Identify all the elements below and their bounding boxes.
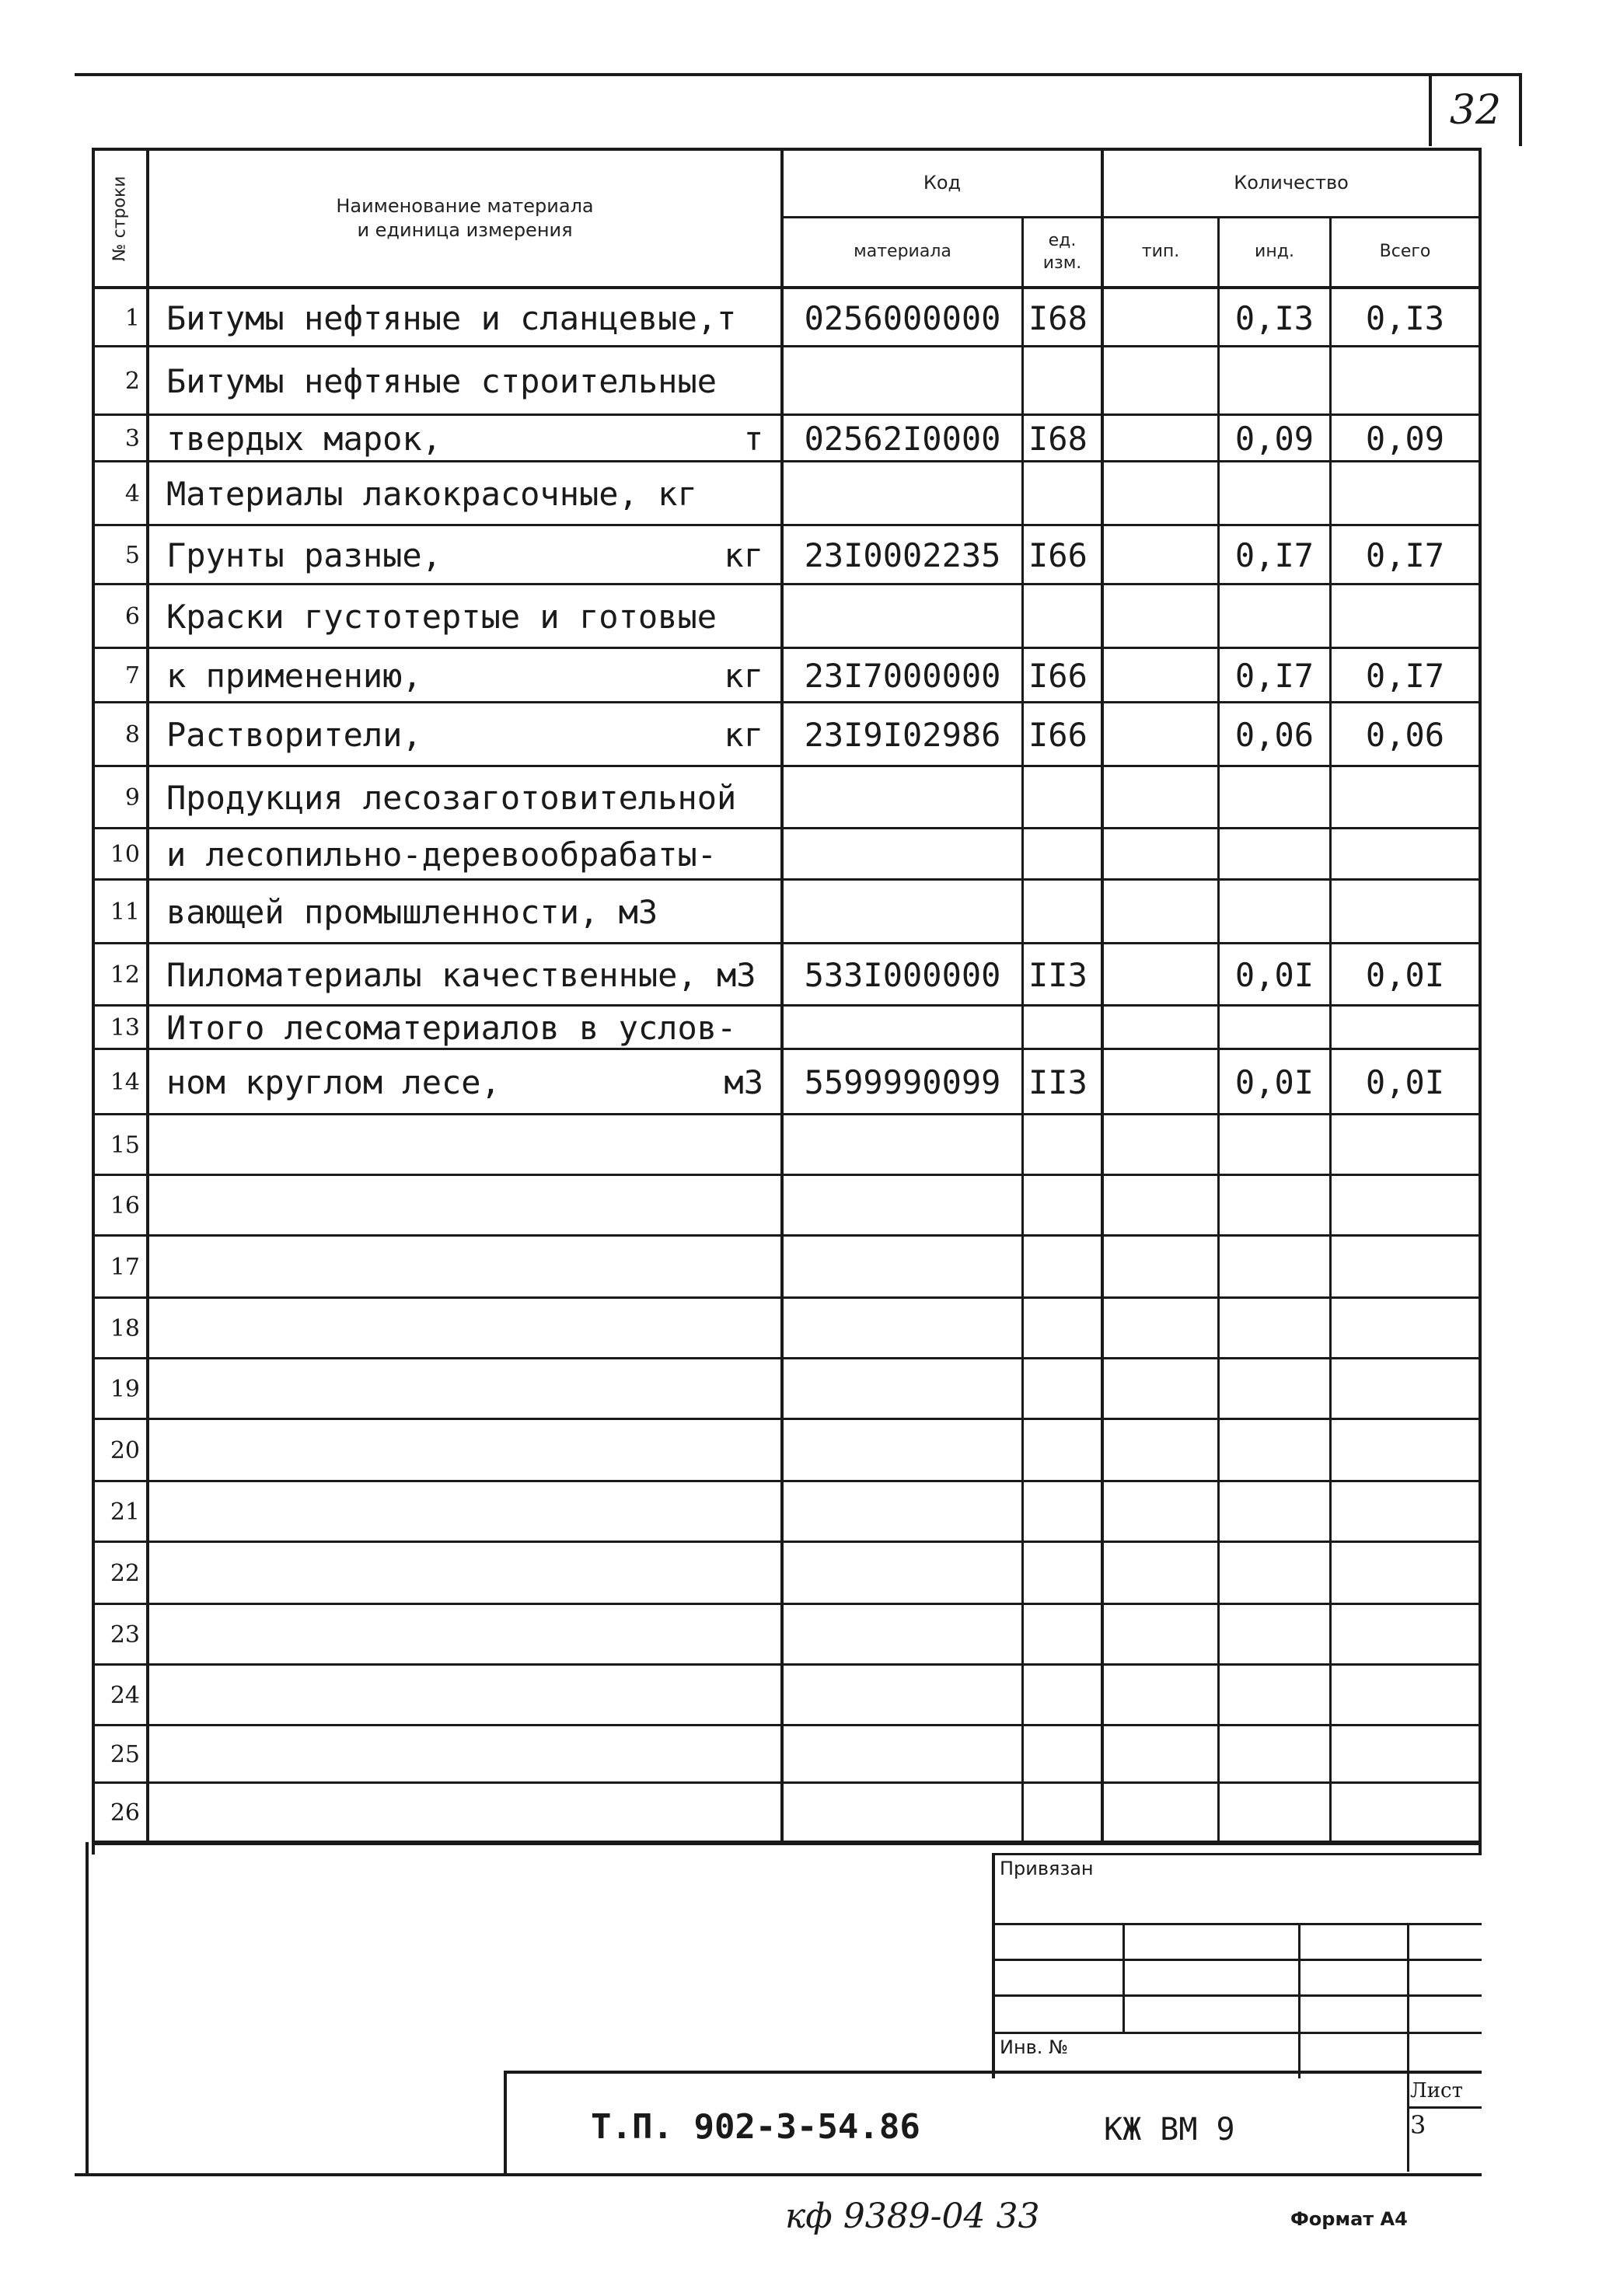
- qty-ind: [1220, 766, 1329, 829]
- material-code: [784, 1665, 1021, 1725]
- unit-code: [1024, 1725, 1101, 1783]
- material-name: Пиломатериалы качественные, м3: [166, 955, 756, 994]
- name-header: Наименование материала и единица измерения: [336, 194, 594, 241]
- material-code: [784, 880, 1021, 944]
- row-number: 16: [110, 1192, 140, 1220]
- material-unit: [149, 1419, 780, 1481]
- doc-box-left: [504, 2071, 507, 2176]
- material-code: [784, 1115, 1021, 1175]
- row-number: 9: [124, 783, 140, 811]
- row-number: 18: [110, 1314, 140, 1342]
- bottom-rule: [75, 2173, 1482, 2176]
- material-code: 533I000000: [804, 955, 1001, 994]
- material-name: к применению,: [166, 656, 422, 695]
- material-code: [784, 347, 1021, 415]
- row-number: 4: [124, 480, 140, 508]
- qty-ind-header: инд.: [1255, 242, 1294, 262]
- unit-code: [1024, 1783, 1101, 1842]
- material-name: Битумы нефтяные строительные: [166, 361, 717, 400]
- material-unit: [149, 1604, 780, 1665]
- quantity-header: Количество: [1234, 172, 1349, 194]
- qty-ind: [1220, 1725, 1329, 1783]
- material-unit: кг: [724, 656, 763, 695]
- qty-total: [1332, 1115, 1479, 1175]
- material-code: [784, 1783, 1021, 1842]
- qty-ind: [1220, 1665, 1329, 1725]
- page-number: 32: [1449, 87, 1502, 134]
- row-number: 12: [110, 961, 140, 989]
- privyazan-top-border: [992, 1853, 1482, 1855]
- row-number: 7: [124, 661, 140, 689]
- row-number: 15: [110, 1131, 140, 1159]
- qty-ind: [1220, 462, 1329, 525]
- material-unit: [149, 1006, 780, 1049]
- material-unit: [149, 829, 780, 880]
- qty-ind: [1220, 880, 1329, 944]
- qty-ind: [1220, 1481, 1329, 1542]
- material-code: [784, 584, 1021, 648]
- qty-ind: [1220, 1115, 1329, 1175]
- qty-ind: [1220, 1359, 1329, 1419]
- material-name: ном круглом лесе,: [166, 1063, 501, 1101]
- unit-code: [1024, 1115, 1101, 1175]
- code-material-header: материала: [854, 242, 951, 262]
- row-number: 5: [124, 541, 140, 569]
- material-unit: [149, 880, 780, 944]
- row-number: 13: [110, 1014, 140, 1042]
- material-unit: [149, 1481, 780, 1542]
- qty-ind: [1220, 1783, 1329, 1842]
- row-number: 26: [110, 1799, 140, 1827]
- unit-code: [1024, 1175, 1101, 1236]
- handwritten-note: кф 9389-04 33: [785, 2196, 1040, 2236]
- qty-total: [1332, 462, 1479, 525]
- unit-code: I68: [1028, 419, 1088, 458]
- unit-code: [1024, 1298, 1101, 1359]
- material-code: 02562I0000: [804, 419, 1001, 458]
- material-unit: кг: [724, 536, 763, 574]
- material-code: [784, 1359, 1021, 1419]
- unit-code: I68: [1028, 298, 1088, 337]
- qty-total-header: Всего: [1379, 242, 1431, 262]
- material-code: [784, 1236, 1021, 1298]
- material-code: [784, 1725, 1021, 1783]
- material-code: 23I0002235: [804, 536, 1001, 574]
- qty-total: [1332, 347, 1479, 415]
- grid-col-3: [1407, 1923, 1409, 2172]
- row-number: 1: [124, 304, 140, 332]
- qty-type-header: тип.: [1141, 242, 1180, 262]
- material-code: 0256000000: [804, 298, 1001, 337]
- qty-total: 0,I3: [1365, 298, 1445, 337]
- row-number-header: № строки: [110, 176, 130, 261]
- material-code: 23I7000000: [804, 656, 1001, 695]
- material-unit: [149, 1783, 780, 1842]
- material-name: Итого лесоматериалов в услов-: [166, 1008, 737, 1047]
- unit-code: [1024, 1665, 1101, 1725]
- qty-ind: 0,06: [1234, 715, 1314, 754]
- table-border-right: [1479, 148, 1482, 1855]
- qty-ind: 0,I7: [1234, 656, 1314, 695]
- row-number: 17: [110, 1253, 140, 1281]
- unit-code: [1024, 1481, 1101, 1542]
- code-unit-header: ед. изм.: [1042, 230, 1082, 273]
- row-number: 11: [110, 898, 140, 926]
- qty-total: [1332, 1725, 1479, 1783]
- material-name: Материалы лакокрасочные, кг: [166, 474, 697, 513]
- row-number: 10: [110, 840, 140, 868]
- document-mark: КЖ ВМ 9: [1104, 2112, 1235, 2148]
- row-number: 8: [124, 721, 140, 748]
- material-unit: м3: [724, 1063, 763, 1101]
- qty-ind: [1220, 1175, 1329, 1236]
- material-name: и лесопильно-деревообрабаты-: [166, 835, 717, 874]
- material-code: [784, 1419, 1021, 1481]
- material-unit: [149, 289, 780, 347]
- qty-ind: 0,09: [1234, 419, 1314, 458]
- material-name: Битумы нефтяные и сланцевые,т: [166, 298, 737, 337]
- qty-ind: [1220, 1604, 1329, 1665]
- unit-code: [1024, 766, 1101, 829]
- qty-ind: [1220, 1236, 1329, 1298]
- material-unit: [149, 766, 780, 829]
- material-unit: [149, 1542, 780, 1604]
- unit-code: I66: [1028, 656, 1088, 695]
- material-code: 5599990099: [804, 1063, 1001, 1101]
- material-unit: [149, 584, 780, 648]
- unit-code: [1024, 1419, 1101, 1481]
- unit-code: [1024, 1604, 1101, 1665]
- row-number: 23: [110, 1621, 140, 1649]
- unit-code: [1024, 1359, 1101, 1419]
- grid-col-1: [1122, 1923, 1125, 2032]
- qty-total: [1332, 1604, 1479, 1665]
- material-code: [784, 1542, 1021, 1604]
- frame-left-extension: [86, 1842, 89, 2176]
- grid-col-2: [1298, 1923, 1301, 2078]
- material-code: [784, 1604, 1021, 1665]
- qty-total: 0,09: [1365, 419, 1445, 458]
- qty-ind: 0,0I: [1234, 1063, 1314, 1101]
- qty-total: 0,I7: [1365, 536, 1445, 574]
- material-name: Растворители,: [166, 715, 422, 754]
- qty-total: [1332, 880, 1479, 944]
- material-name: Краски густотертые и готовые: [166, 597, 717, 636]
- unit-code: [1024, 462, 1101, 525]
- qty-ind: 0,I7: [1234, 536, 1314, 574]
- row-number: 3: [124, 424, 140, 452]
- material-code: 23I9I02986: [804, 715, 1001, 754]
- unit-code: [1024, 1542, 1101, 1604]
- material-code: [784, 766, 1021, 829]
- code-header: Код: [923, 172, 962, 194]
- row-number: 25: [110, 1740, 140, 1768]
- qty-ind: [1220, 829, 1329, 880]
- qty-total: [1332, 829, 1479, 880]
- qty-ind: [1220, 1419, 1329, 1481]
- qty-total: [1332, 1419, 1479, 1481]
- qty-total: [1332, 1359, 1479, 1419]
- material-unit: [149, 1236, 780, 1298]
- material-name: Продукция лесозаготовительной: [166, 778, 737, 817]
- row-number: 14: [110, 1068, 140, 1096]
- unit-code: [1024, 1006, 1101, 1049]
- qty-total: 0,0I: [1365, 1063, 1445, 1101]
- doc-box-top: [504, 2071, 1482, 2074]
- material-code: [784, 1175, 1021, 1236]
- row-number: 2: [124, 367, 140, 395]
- qty-ind: [1220, 584, 1329, 648]
- qty-ind: 0,I3: [1234, 298, 1314, 337]
- material-code: [784, 1481, 1021, 1542]
- material-code: [784, 1006, 1021, 1049]
- qty-total: [1332, 1006, 1479, 1049]
- material-unit: [149, 1175, 780, 1236]
- material-unit: [149, 462, 780, 525]
- qty-total: [1332, 1665, 1479, 1725]
- document-code: Т.П. 902-3-54.86: [591, 2106, 920, 2147]
- code-unit-divider: [1101, 148, 1104, 1842]
- sheet-box-divider: [1407, 2106, 1482, 2109]
- qty-ind: [1220, 1542, 1329, 1604]
- unit-code: [1024, 880, 1101, 944]
- qty-total: [1332, 1236, 1479, 1298]
- qty-total: [1332, 584, 1479, 648]
- privyazan-label: Привязан: [1000, 1858, 1094, 1879]
- unit-code: [1024, 347, 1101, 415]
- material-unit: [149, 1298, 780, 1359]
- qty-total: [1332, 1298, 1479, 1359]
- qty-total: 0,I7: [1365, 656, 1445, 695]
- row-number: 20: [110, 1436, 140, 1464]
- qty-ind: [1220, 347, 1329, 415]
- material-unit: [149, 1665, 780, 1725]
- material-unit: [149, 944, 780, 1006]
- material-name: Грунты разные,: [166, 536, 442, 574]
- material-name: вающей промышленности, м3: [166, 892, 658, 931]
- row-number: 21: [110, 1498, 140, 1526]
- qty-total: 0,0I: [1365, 955, 1445, 994]
- title-block-top-border: [92, 1842, 1482, 1845]
- material-unit: т: [743, 419, 763, 458]
- material-name: твердых марок,: [166, 419, 442, 458]
- qty-ind: [1220, 1298, 1329, 1359]
- unit-code: I66: [1028, 715, 1088, 754]
- material-code: [784, 829, 1021, 880]
- material-unit: кг: [724, 715, 763, 754]
- unit-code: II3: [1028, 1063, 1088, 1101]
- inv-no-label: Инв. №: [1000, 2036, 1069, 2058]
- format-label: Формат А4: [1290, 2208, 1408, 2230]
- qty-total: [1332, 1783, 1479, 1842]
- qty-total: [1332, 1542, 1479, 1604]
- unit-code: [1024, 1236, 1101, 1298]
- row-number: 6: [124, 602, 140, 630]
- qty-total: [1332, 1175, 1479, 1236]
- unit-code: II3: [1028, 955, 1088, 994]
- qty-total: [1332, 766, 1479, 829]
- row-number: 22: [110, 1559, 140, 1587]
- qty-ind: [1220, 1006, 1329, 1049]
- privyazan-left-border: [992, 1853, 995, 2078]
- unit-code: [1024, 584, 1101, 648]
- row-number: 24: [110, 1681, 140, 1709]
- sheet-number: 3: [1410, 2110, 1426, 2140]
- qty-total: [1332, 1481, 1479, 1542]
- qty-total: 0,06: [1365, 715, 1445, 754]
- material-unit: [149, 1359, 780, 1419]
- sheet-label: Лист: [1410, 2079, 1463, 2102]
- row-number: 19: [110, 1375, 140, 1403]
- qty-ind: 0,0I: [1234, 955, 1314, 994]
- material-code: [784, 1298, 1021, 1359]
- material-unit: [149, 347, 780, 415]
- material-code: [784, 462, 1021, 525]
- material-unit: [149, 1725, 780, 1783]
- unit-code: I66: [1028, 536, 1088, 574]
- unit-code: [1024, 829, 1101, 880]
- material-unit: [149, 1115, 780, 1175]
